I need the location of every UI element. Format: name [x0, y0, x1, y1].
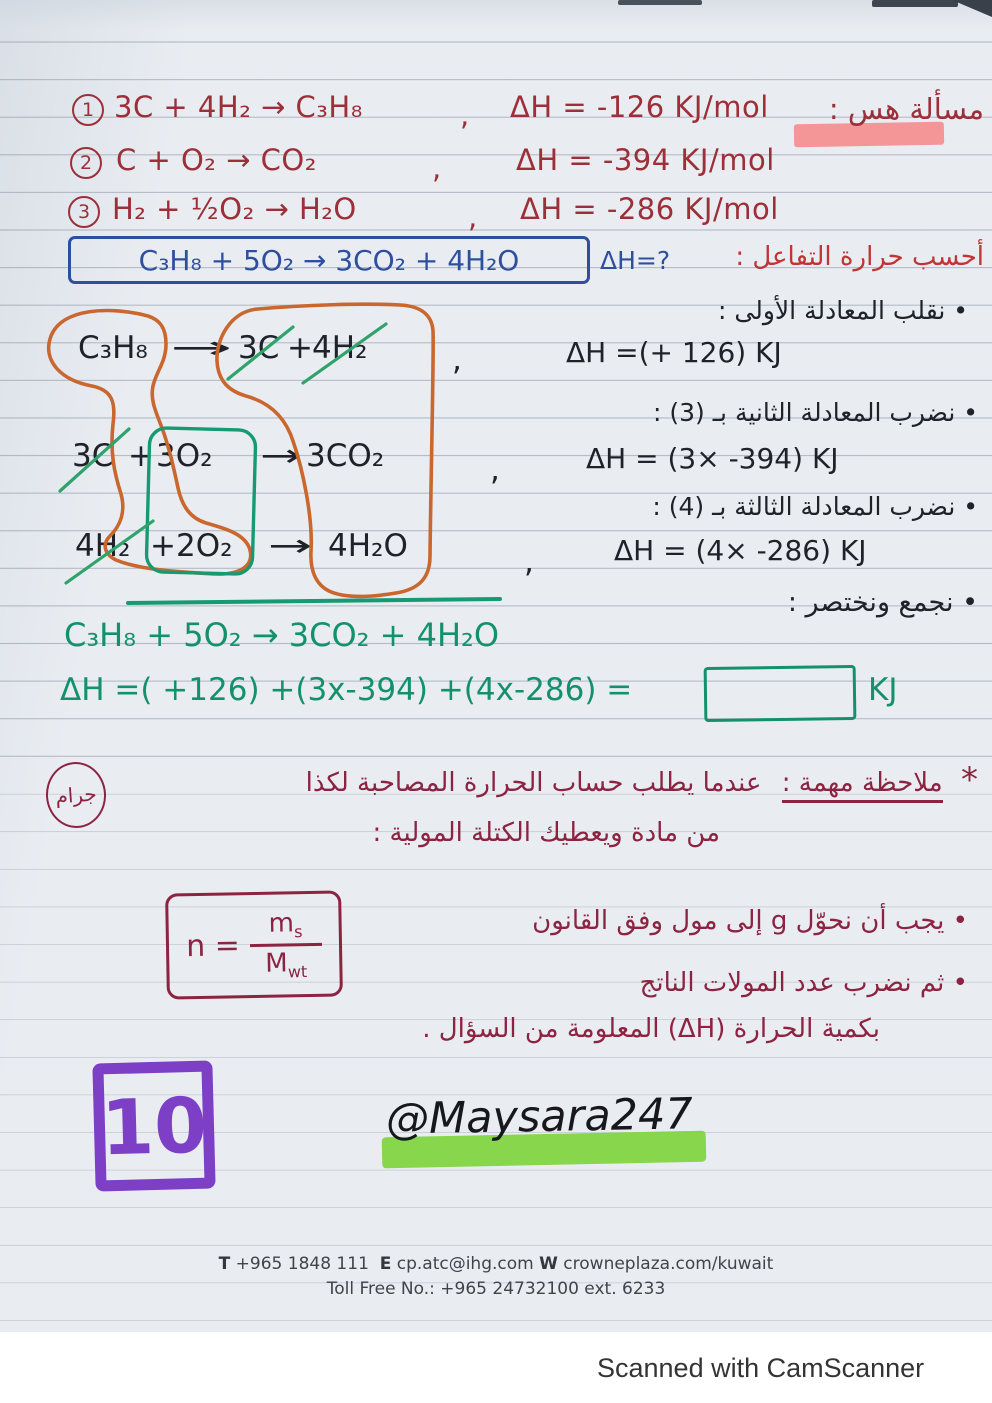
- unit-label: KJ: [868, 672, 898, 708]
- equation-number-badge: 1: [72, 94, 104, 126]
- delta-h-sum-expression: ΔH =( +126) +(3x-394) +(4x-286) =: [60, 672, 633, 708]
- step-note-sum-simplify: • نجمع ونختصر :: [787, 587, 978, 618]
- delta-h-work-value: ΔH = (3× -394) KJ: [586, 442, 839, 475]
- answer-box-empty: [704, 665, 857, 722]
- equation-text: C + O₂ → CO₂: [116, 143, 317, 177]
- product-term: 3CO₂: [306, 438, 385, 474]
- problem-prompt: أحسب حرارة التفاعل :: [735, 242, 984, 272]
- comma: ,: [468, 200, 478, 234]
- denominator-base: M: [264, 947, 288, 979]
- product-term-struck: 3C: [238, 330, 280, 366]
- step-note-flip-first: • نقلب المعادلة الأولى :: [718, 296, 968, 325]
- reaction-arrow: →: [170, 330, 233, 366]
- reactant-term-struck: 4H₂: [75, 528, 131, 564]
- reaction-arrow: →: [268, 528, 313, 564]
- footer-web-label: W: [539, 1254, 558, 1274]
- delta-h-question: ΔH=?: [600, 246, 671, 275]
- footer-phone-label: T: [218, 1254, 231, 1274]
- delta-h-work-value: ΔH = (4× -286) KJ: [614, 534, 867, 567]
- reactant-term-boxed: 3O₂: [156, 438, 213, 474]
- equation-number-badge: 2: [70, 147, 102, 179]
- camscanner-watermark: Scanned with CamScanner: [597, 1353, 925, 1383]
- comma: ,: [432, 151, 442, 185]
- footer-phone: +965 1848 111: [235, 1254, 369, 1274]
- denominator-subscript: wt: [287, 961, 308, 981]
- moles-formula-box: [165, 890, 343, 999]
- note-text: عندما يطلب حساب الحرارة المصاحبة لكذا: [305, 768, 762, 798]
- footer-email-label: E: [379, 1254, 392, 1274]
- fraction-bar: [250, 942, 322, 946]
- numerator-base: m: [268, 907, 295, 939]
- equation-number-badge: 3: [68, 196, 100, 228]
- delta-h-value: ΔH = -394 KJ/mol: [516, 143, 775, 177]
- page-number: 10: [99, 1080, 209, 1172]
- comma: ,: [524, 544, 534, 580]
- note-title: ملاحظة مهمة :: [782, 768, 943, 803]
- reactant-term-boxed: 2O₂: [176, 528, 233, 564]
- target-equation: C₃H₈ + 5O₂ → 3CO₂ + 4H₂O: [138, 243, 520, 277]
- comma: ,: [452, 342, 462, 378]
- formula-fraction: [249, 907, 322, 981]
- method-bullet-convert: • يجب أن نحوّل g إلى مول وفق القانون: [532, 906, 968, 936]
- method-bullet-multiply: • ثم نضرب عدد المولات الناتج: [639, 968, 968, 998]
- footer-contact-line: [0, 1254, 992, 1274]
- comma: ,: [460, 98, 470, 132]
- green-coefficient-box: [146, 428, 256, 575]
- delta-h-work-value: ΔH =(+ 126) KJ: [566, 336, 782, 369]
- product-term: 4H₂O: [328, 528, 408, 564]
- equation-text: H₂ + ½O₂ → H₂O: [112, 192, 357, 226]
- step-note-multiply-third: • نضرب المعادلة الثالثة بـ (4) :: [652, 492, 978, 521]
- delta-h-value: ΔH = -126 KJ/mol: [510, 90, 769, 124]
- green-strikethrough: [66, 521, 153, 583]
- footer-tollfree-line: Toll Free No.: +965 24732100 ext. 6233: [326, 1279, 666, 1299]
- lesson-title: مسألة هس :: [828, 92, 984, 126]
- green-strikethrough: [228, 327, 293, 379]
- method-bullet-heat: بكمية الحرارة (ΔH) المعلومة من السؤال .: [422, 1014, 880, 1044]
- formula-lhs: n =: [185, 927, 241, 964]
- green-separator-line: [128, 599, 500, 603]
- printed-footer: [0, 1254, 992, 1299]
- reactant-term: C₃H₈: [78, 330, 148, 366]
- product-term-struck: 4H₂: [312, 330, 368, 366]
- page-number-box: [92, 1060, 215, 1191]
- reaction-arrow: →: [260, 438, 302, 474]
- combined-equation: C₃H₈ + 5O₂ → 3CO₂ + 4H₂O: [64, 616, 500, 654]
- green-strikethrough: [303, 324, 386, 383]
- circled-word-text: جرام: [54, 781, 98, 809]
- plus-sign: +: [287, 330, 313, 366]
- numerator-subscript: s: [293, 921, 303, 941]
- important-note-line2: من مادة ويعطيك الكتلة المولية :: [372, 818, 720, 848]
- reactant-term-struck: 3C: [72, 438, 114, 474]
- plus-sign: +: [128, 438, 154, 474]
- delta-h-value: ΔH = -286 KJ/mol: [520, 192, 779, 226]
- important-note-line1: [306, 760, 978, 800]
- camscanner-strip: [0, 1332, 992, 1403]
- equation-text: 3C + 4H₂ → C₃H₈: [114, 90, 363, 124]
- footer-website: crowneplaza.com/kuwait: [563, 1254, 774, 1274]
- comma: ,: [490, 452, 500, 488]
- social-handle: @Maysara247: [385, 1089, 694, 1145]
- star-mark: *: [961, 760, 978, 800]
- plus-sign: +: [150, 528, 176, 564]
- step-note-multiply-second: • نضرب المعادلة الثانية بـ (3) :: [653, 398, 978, 427]
- footer-email: cp.atc@ihg.com: [396, 1254, 534, 1274]
